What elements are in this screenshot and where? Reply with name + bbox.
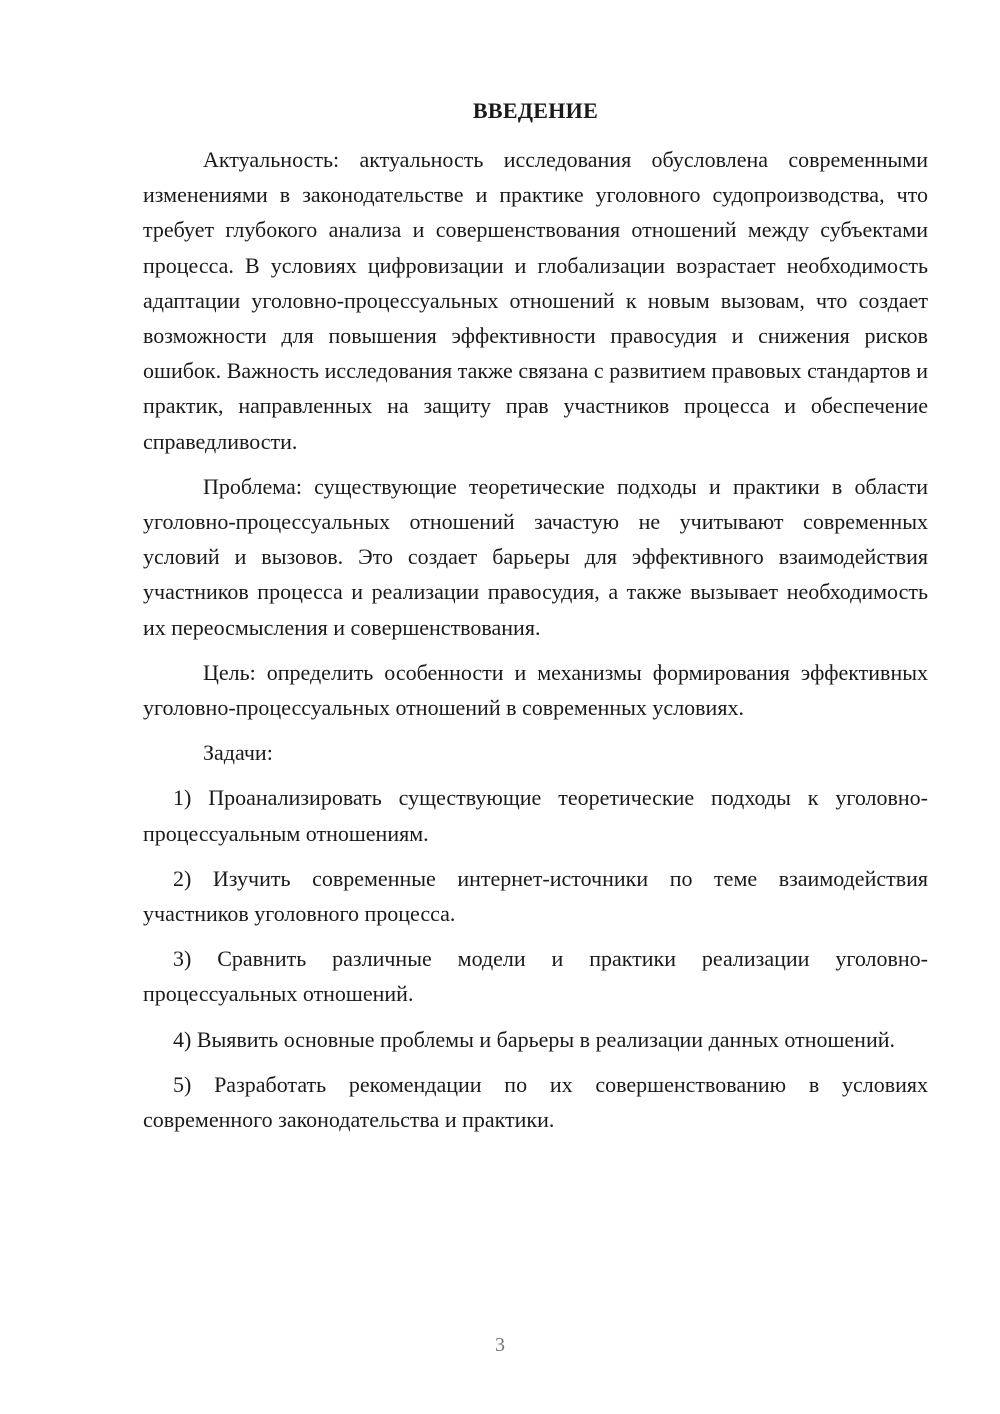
task-item: 2) Изучить современные интернет-источники по теме взаимодействия участников уголовного процесса. xyxy=(143,865,928,927)
tasks-heading: Задачи: xyxy=(203,740,273,766)
page-number: 3 xyxy=(495,1334,505,1356)
paragraph-relevance: Актуальность: актуальность исследования обусловлена современными изменениями в законодательстве и практике уголовного судопроизводства, что требует глубокого анализа и совершенствования отношений между субъектами процесса. В условиях цифровизации и глобализации возрастает необходимость адаптации уголовно-процессуальных отношений к новым вызовам, что создает возможности для повышения эффективности правосудия и снижения рисков ошибок. Важность исследования также связана с развитием правовых стандартов и практик, направленных на защиту прав участников процесса и обеспечение справедливости. xyxy=(143,147,928,454)
task-item: 1) Проанализировать существующие теоретические подходы к уголовно-процессуальным отношениям. xyxy=(143,785,928,846)
page-title: ВВЕДЕНИЕ xyxy=(472,98,599,123)
body-text xyxy=(143,142,928,1137)
task-item: 4) Выявить основные проблемы и барьеры в реализации данных отношений. xyxy=(173,1026,895,1052)
paragraph-goal: Цель: определить особенности и механизмы формирования эффективных уголовно-процессуальных отношений в современных условиях. xyxy=(143,659,928,721)
task-item: 3) Сравнить различные модели и практики реализации уголовно-процессуальных отношений. xyxy=(143,946,928,1007)
paragraph-problem: Проблема: существующие теоретические подходы и практики в области уголовно-процессуальных отношений зачастую не учитывают современных условий и вызовов. Это создает барьеры для эффективного взаимодействия участников процесса и реализации правосудия, а также вызывает необходимость их переосмысления и совершенствования. xyxy=(143,473,928,640)
task-item: 5) Разработать рекомендации по их совершенствованию в условиях современного законодательства и практики. xyxy=(143,1071,928,1133)
